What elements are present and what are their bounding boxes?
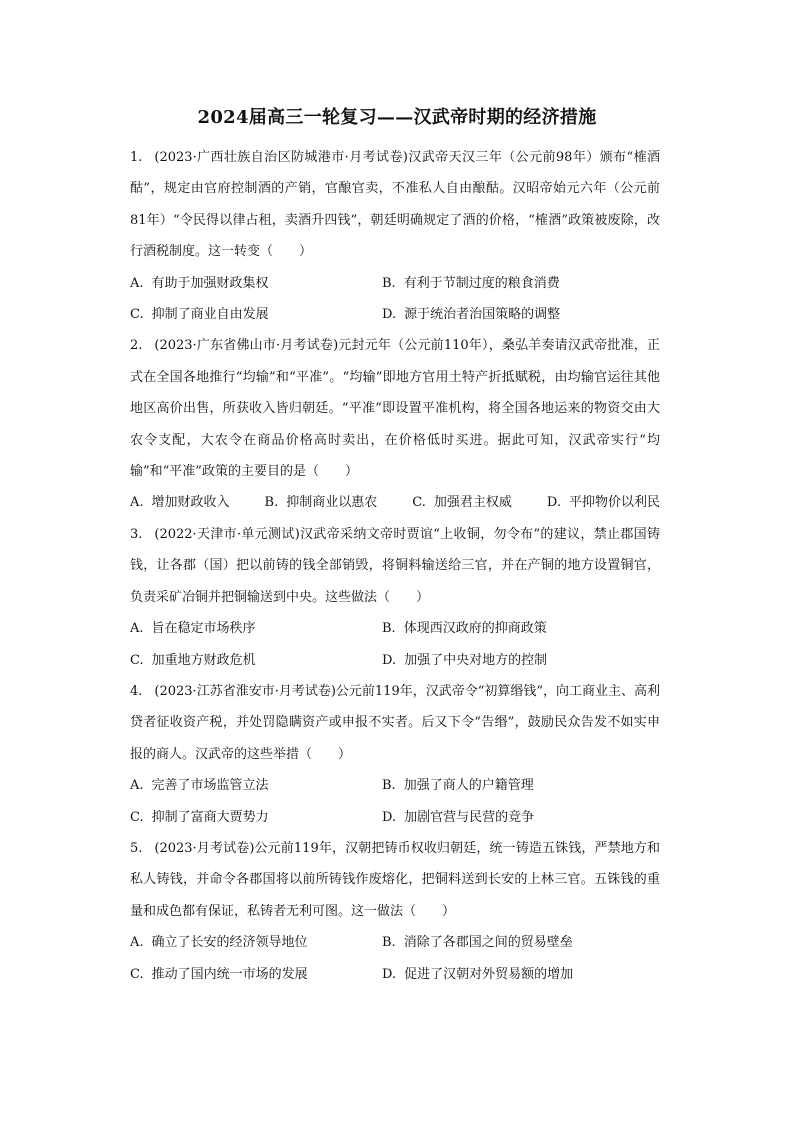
option-key: C. (130, 966, 144, 982)
option-text: 旨在稳定市场秩序 (151, 621, 256, 637)
question-stem (130, 330, 660, 487)
option-text: 加重地方财政危机 (151, 652, 256, 668)
option-text: 加剧官营与民营的竞争 (404, 809, 535, 825)
options-row (130, 802, 660, 833)
question-stem (130, 519, 660, 613)
question-number: 1. (130, 150, 143, 165)
option-key: D. (382, 809, 397, 825)
option-text: 抑制了富商大贾势力 (151, 809, 269, 825)
option-key: A. (130, 275, 144, 291)
question-stem (130, 833, 660, 927)
option-b (382, 268, 634, 299)
option-key: C. (130, 809, 144, 825)
question-text: (2022·天津市·单元测试)汉武帝采纳文帝时贾谊“上收铜，勿令布”的建议，禁止郡国铸钱，让各郡（国）把以前铸的钱全部销毁，将铜料输送给三官，并在产铜的地方设置铜官，负责采矿冶铜并把铜输送到中央。这些做法（ ） (130, 526, 660, 605)
question-number: 4. (130, 683, 143, 699)
option-d (382, 959, 634, 990)
option-d (382, 802, 634, 833)
option-key: A. (130, 621, 144, 637)
option-text: 加强君主权威 (433, 495, 512, 511)
option-key: B. (264, 495, 279, 511)
option-text: 抑制商业以惠农 (286, 495, 378, 511)
options-row (130, 645, 660, 676)
option-text: 有利于节制过度的粮食消费 (403, 275, 560, 291)
option-key: C. (130, 307, 144, 323)
option-text: 有助于加强财政集权 (151, 275, 269, 291)
option-text: 平抑物价以利民 (568, 495, 660, 511)
option-key: B. (382, 778, 396, 794)
question-text: (2023·月考试卷)公元前119年，汉朝把铸币权收归朝廷，统一铸造五铢钱，严禁地方和私人铸钱，并命令各郡国将以前所铸钱作废熔化，把铜料送到长安的上林三官。五铢钱的重量和成色都有保证，私铸者无利可图。这一做法（ ） (130, 840, 660, 919)
option-key: B. (382, 275, 396, 291)
options-row (130, 268, 660, 299)
options-row (130, 613, 660, 644)
option-text: 促进了汉朝对外贸易额的增加 (404, 966, 574, 982)
option-text: 推动了国内统一市场的发展 (151, 966, 308, 982)
question-2 (130, 330, 660, 518)
question-stem (130, 676, 660, 770)
option-text: 完善了市场监管立法 (151, 778, 269, 794)
option-key: B. (382, 621, 396, 637)
option-c (130, 299, 382, 330)
question-text: (2023·广东省佛山市·月考试卷)元封元年（公元前110年），桑弘羊奏请汉武帝批准，正式在全国各地推行“均输”和“平准”。“均输”即地方官用土特产折抵赋税，由均输官运往其他地区高价出售，所获收入皆归朝廷。“平准”即设置平准机构，将全国各地运来的物资交由大农令支配，大农令在商品价格高时卖出，在价格低时买进。据此可知，汉武帝实行“均输”和“平准”政策的主要目的是（ ） (130, 338, 660, 480)
option-key: D. (382, 652, 397, 668)
option-text: 增加财政收入 (151, 495, 230, 511)
question-stem (130, 142, 660, 268)
option-d (547, 487, 660, 518)
option-c (412, 487, 512, 518)
option-a (130, 613, 382, 644)
option-c (130, 645, 382, 676)
question-3 (130, 519, 660, 676)
question-text: (2023·江苏省淮安市·月考试卷)公元前119年，汉武帝令“初算缗钱”，向工商业主、高利贷者征收资产税，并处罚隐瞒资产或申报不实者。后又下令“告缗”，鼓励民众告发不如实申报的商人。汉武帝的这些举措（ ） (130, 683, 661, 762)
option-key: A. (130, 935, 144, 951)
option-text: 确立了长安的经济领导地位 (151, 935, 308, 951)
option-key: B. (382, 935, 396, 951)
option-text: 抑制了商业自由发展 (151, 307, 269, 323)
option-d (382, 299, 634, 330)
option-a (130, 487, 230, 518)
option-key: D. (382, 966, 397, 982)
document-title: 2024届高三一轮复习——汉武帝时期的经济措施 (197, 107, 597, 128)
question-number: 3. (130, 526, 143, 542)
question-list (130, 142, 660, 990)
option-text: 源于统治者治国策略的调整 (404, 307, 561, 323)
option-a (130, 770, 382, 801)
question-number: 5. (130, 840, 143, 856)
option-c (130, 959, 382, 990)
options-row (130, 487, 660, 518)
question-1 (130, 142, 660, 330)
option-b (382, 770, 634, 801)
option-text: 加强了中央对地方的控制 (404, 652, 548, 668)
option-b (265, 487, 378, 518)
option-key: C. (130, 652, 144, 668)
question-text: (2023·广西壮族自治区防城港市·月考试卷)汉武帝天汉三年（公元前98年）颁布“榷酒酤”，规定由官府控制酒的产销，官酿官卖，不准私人自由酿酤。汉昭帝始元六年（公元前81年）“令民得以律占租，卖酒升四钱”，朝廷明确规定了酒的价格，“榷酒”政策被废除，改行酒税制度。这一转变（ ） (130, 150, 660, 260)
option-key: A. (130, 778, 144, 794)
option-text: 加强了商人的户籍管理 (403, 778, 534, 794)
option-a (130, 927, 382, 958)
option-c (130, 802, 382, 833)
option-a (130, 268, 382, 299)
option-b (382, 613, 634, 644)
option-key: C. (412, 495, 426, 511)
question-number: 2. (130, 338, 143, 354)
question-4 (130, 676, 660, 833)
option-text: 体现西汉政府的抑商政策 (403, 621, 547, 637)
option-key: A. (130, 495, 144, 511)
question-5 (130, 833, 660, 990)
option-key: D. (382, 307, 397, 323)
option-text: 消除了各郡国之间的贸易壁垒 (403, 935, 573, 951)
option-key: D. (546, 495, 561, 511)
options-row (130, 927, 660, 958)
options-row (130, 770, 660, 801)
options-row (130, 959, 660, 990)
options-row (130, 299, 660, 330)
option-b (382, 927, 634, 958)
option-d (382, 645, 634, 676)
